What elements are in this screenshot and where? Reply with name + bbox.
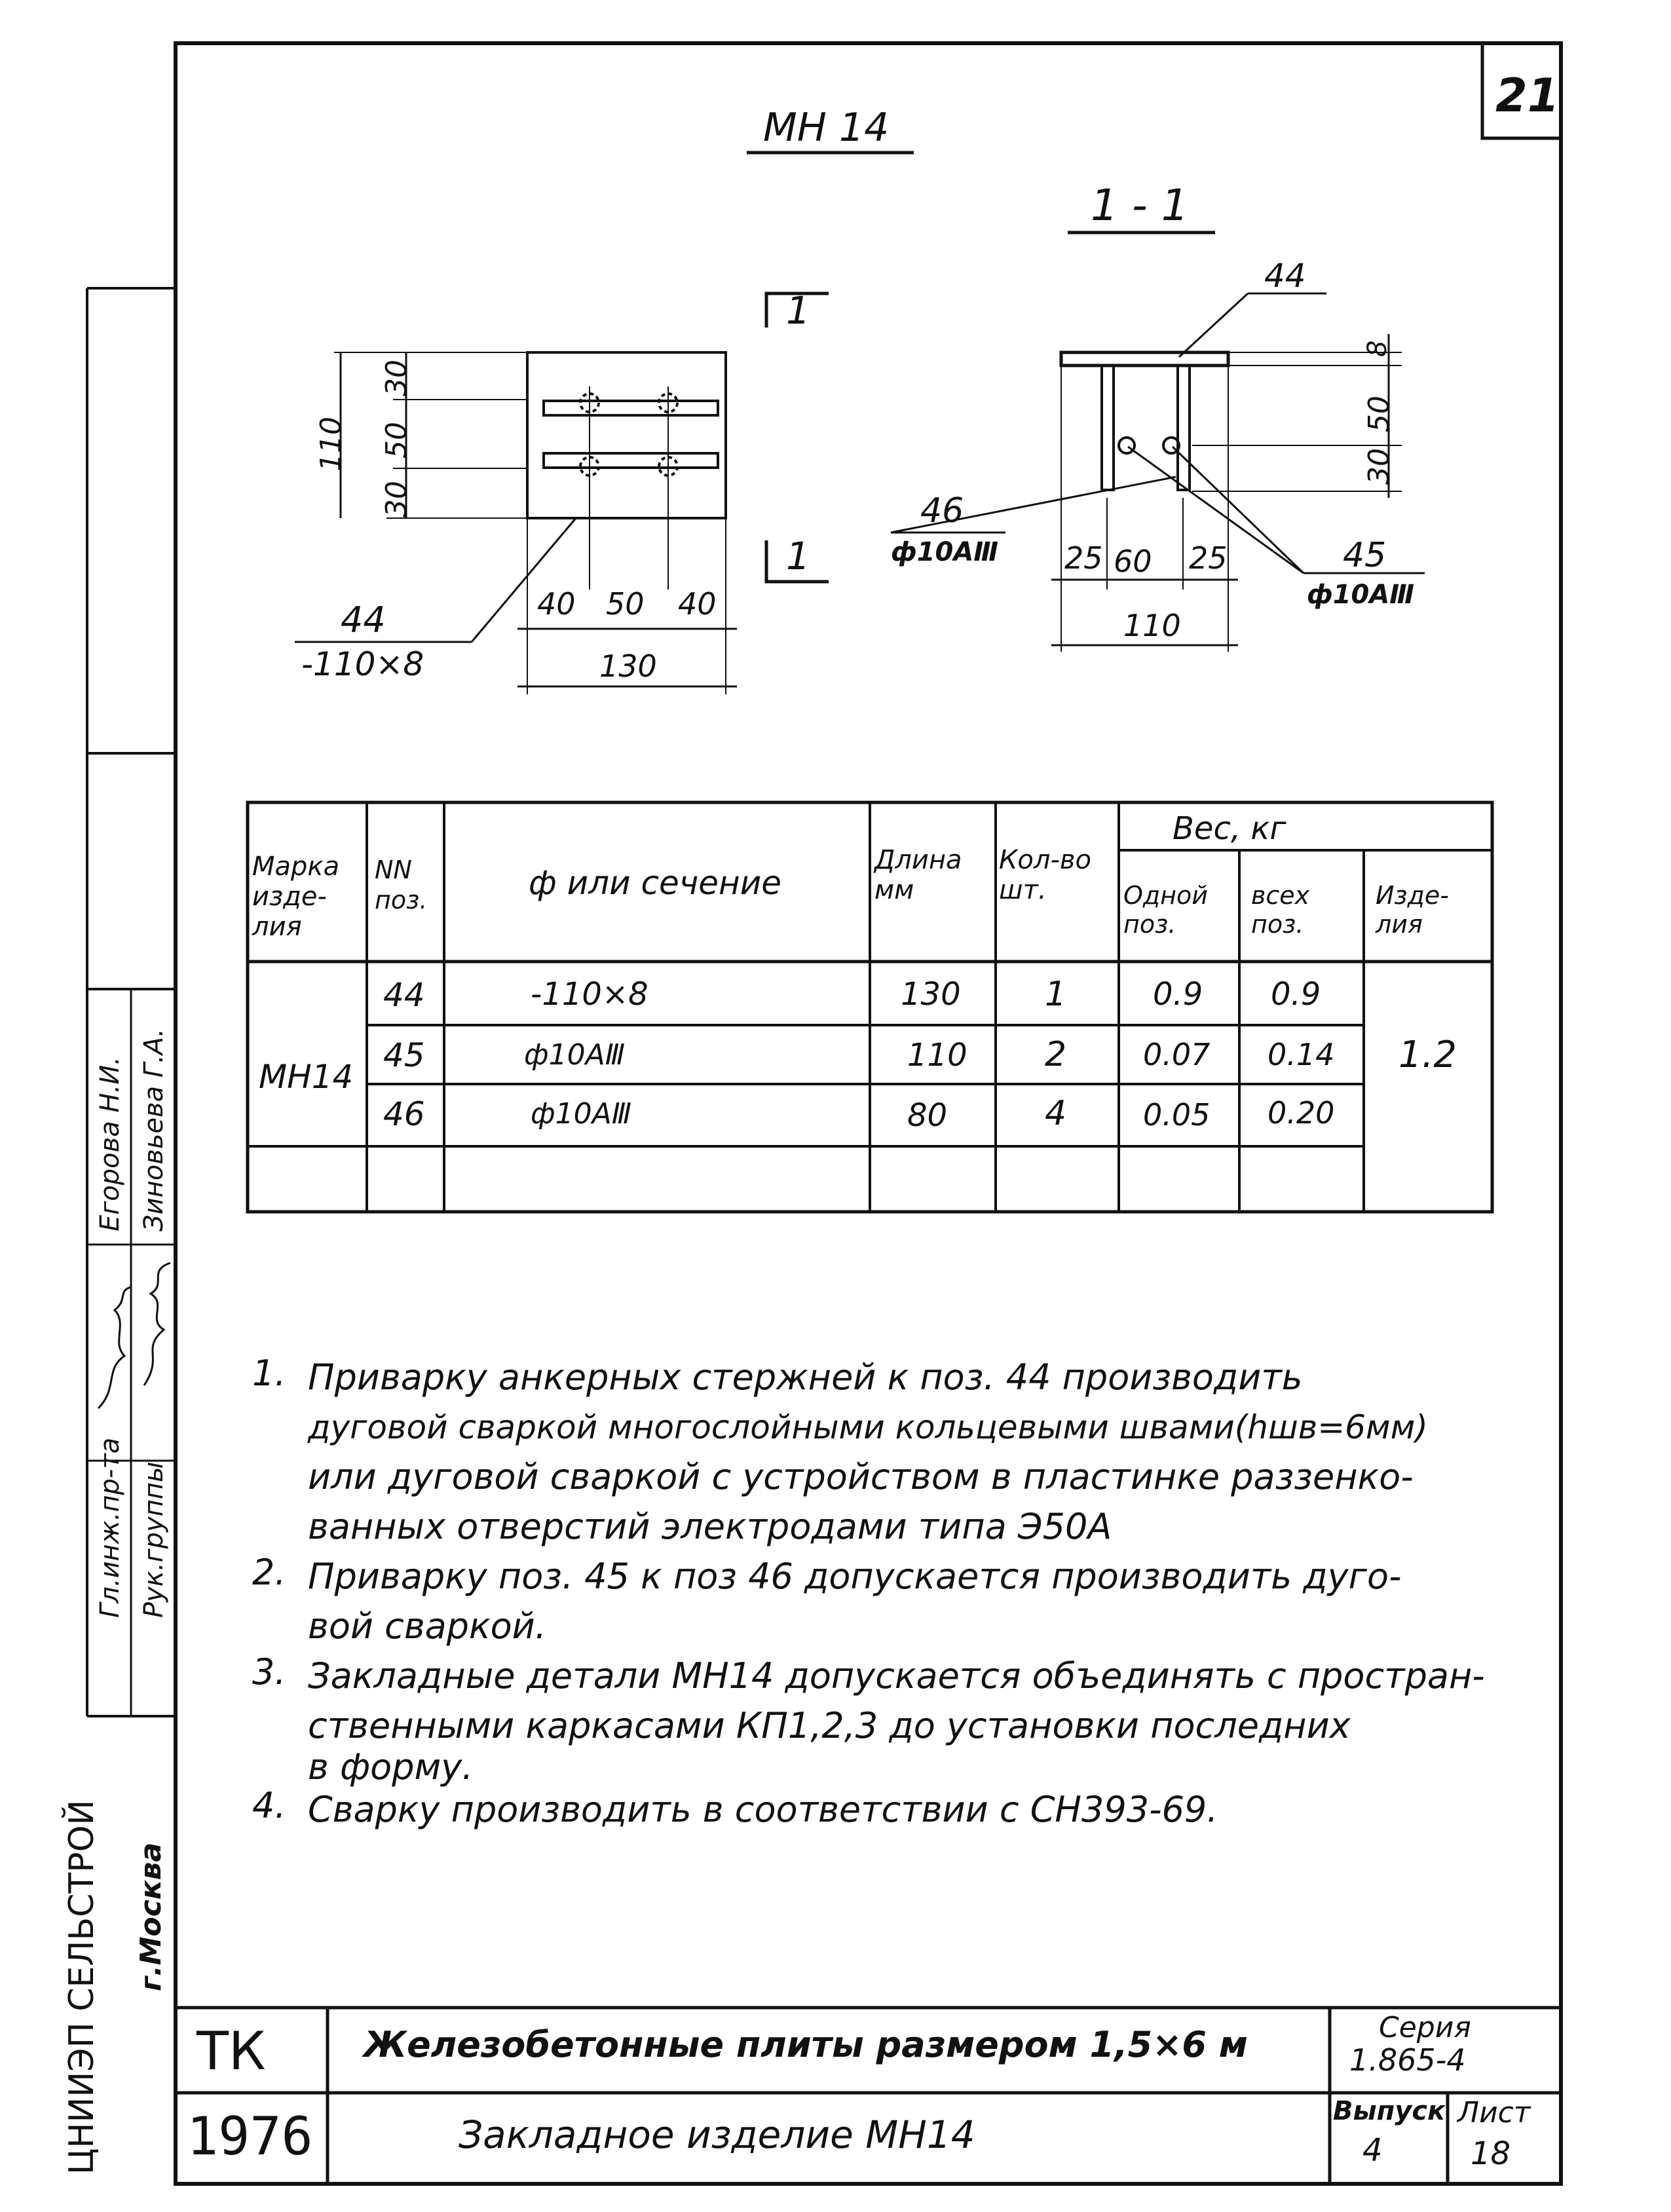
note-1-line-4: ванных отверстий электродами типа Э50А <box>308 1506 1112 1547</box>
bar-upper <box>544 401 718 415</box>
cut-mark-top: 1 <box>786 288 810 333</box>
r3-pos: 46 <box>383 1095 425 1133</box>
note-2-line-2: вой сваркой. <box>308 1605 546 1647</box>
anchor-bar-left <box>1102 366 1114 490</box>
signature-1 <box>92 1284 138 1415</box>
r2-length: 110 <box>907 1037 967 1074</box>
th-pos: NN поз. <box>375 855 428 914</box>
plan-dim-50: 50 <box>380 422 413 459</box>
th-weight: Вес, кг <box>1173 810 1286 847</box>
cell-mark: МН14 <box>259 1058 354 1096</box>
stamp-name-1: Егорова Н.И. <box>95 1057 125 1231</box>
plan-dim-130: 130 <box>599 648 657 684</box>
plan-dim-40-left: 40 <box>537 586 576 622</box>
tb-sheet-value: 18 <box>1471 2135 1511 2172</box>
r2-section: ф10АⅢ <box>524 1038 626 1072</box>
signature-2 <box>134 1258 180 1389</box>
section-dim-60: 60 <box>1114 544 1152 579</box>
plan-dim-110: 110 <box>314 417 348 472</box>
r1-pos: 44 <box>383 976 425 1014</box>
th-w-all: всех поз. <box>1251 881 1310 939</box>
th-qty: Кол-во шт. <box>999 845 1091 905</box>
note-1-line-3: или дуговой сваркой с устройством в пластинке раззенко- <box>308 1456 1414 1497</box>
section-label: 1 - 1 <box>1091 180 1189 231</box>
section-pos-44: 44 <box>1264 257 1306 295</box>
note-1-number: 1. <box>252 1353 286 1394</box>
anchor-bar-right <box>1178 366 1190 490</box>
note-4-line-1: Сварку производить в соответствии с СН393-69. <box>308 1789 1218 1830</box>
th-section: ф или сечение <box>529 864 781 902</box>
note-3-number: 3. <box>252 1651 286 1693</box>
stamp-role-2: Рук.группы <box>139 1461 169 1618</box>
stamp-city: г.Москва <box>134 1842 168 1991</box>
cut-mark-bottom: 1 <box>786 534 810 578</box>
section-dim-25-right: 25 <box>1189 540 1228 576</box>
r3-w-one: 0.05 <box>1143 1097 1211 1133</box>
tb-title-2: Закладное изделие МН14 <box>459 2112 975 2157</box>
tb-org: ТК <box>197 2021 266 2082</box>
stamp-name-2: Зиновьева Г.А. <box>139 1028 169 1231</box>
callout-46-steel: ф10АⅢ <box>891 537 999 567</box>
r2-qty: 2 <box>1045 1035 1067 1074</box>
tb-sheet-label: Лист <box>1457 2096 1531 2129</box>
plate-outline <box>527 352 726 518</box>
tb-issue-value: 4 <box>1362 2132 1383 2169</box>
section-dim-50: 50 <box>1362 396 1396 432</box>
stamp-org: ЦНИИЭП СЕЛЬСТРОЙ <box>62 1799 102 2175</box>
r3-length: 80 <box>907 1097 948 1134</box>
bar-lower <box>544 453 718 468</box>
note-3-line-3: в форму. <box>308 1746 474 1788</box>
tb-year: 1976 <box>187 2106 313 2167</box>
r2-w-all: 0.14 <box>1267 1037 1335 1072</box>
stamp-role-1: Гл.инж.пр-та <box>95 1437 125 1618</box>
r1-qty: 1 <box>1045 975 1067 1014</box>
plan-callout-pos: 44 <box>341 599 386 641</box>
note-1-line-1: Приварку анкерных стержней к поз. 44 производить <box>308 1357 1303 1398</box>
section-plate <box>1061 352 1228 366</box>
section-dim-25-left: 25 <box>1064 540 1103 576</box>
note-2-line-1: Приварку поз. 45 к поз 46 допускается производить дуго- <box>308 1556 1402 1597</box>
tb-series-value: 1.865-4 <box>1349 2042 1466 2078</box>
callout-46: 46 <box>920 491 964 531</box>
section-dim-8: 8 <box>1362 340 1393 357</box>
tb-issue-label: Выпуск <box>1333 2096 1446 2126</box>
r3-section: ф10АⅢ <box>531 1097 632 1131</box>
callout-45-steel: ф10АⅢ <box>1307 580 1415 610</box>
tb-title-1: Железобетонные плиты размером 1,5×6 м <box>364 2024 1248 2065</box>
r2-pos: 45 <box>383 1036 425 1074</box>
th-mark: Марка изде-лия <box>252 852 340 942</box>
plan-dim-30-bottom: 30 <box>380 481 413 517</box>
sheet-number: 21 <box>1495 69 1560 122</box>
th-w-item: Изде-лия <box>1376 881 1449 939</box>
plan-dim-30-top: 30 <box>380 360 413 396</box>
plan-dim-50-mid: 50 <box>606 586 645 622</box>
r1-section: -110×8 <box>531 976 648 1013</box>
page-title: МН 14 <box>763 105 890 151</box>
r1-w-one: 0.9 <box>1153 976 1203 1013</box>
note-3-line-1: Закладные детали МН14 допускается объединять с простран- <box>308 1655 1485 1696</box>
th-w-one: Одной поз. <box>1123 881 1208 939</box>
callout-45: 45 <box>1343 536 1387 575</box>
section-dim-30: 30 <box>1362 448 1396 485</box>
plan-dim-40-right: 40 <box>678 586 717 622</box>
note-1-line-2: дуговой сваркой многослойными кольцевыми швами(hшв=6мм) <box>308 1408 1428 1446</box>
r3-qty: 4 <box>1045 1094 1067 1133</box>
r3-w-all: 0.20 <box>1267 1095 1335 1131</box>
r2-w-one: 0.07 <box>1143 1037 1211 1072</box>
r1-length: 130 <box>901 976 961 1013</box>
note-2-number: 2. <box>252 1552 286 1593</box>
r1-w-all: 0.9 <box>1271 976 1321 1013</box>
cell-item-weight: 1.2 <box>1399 1034 1457 1076</box>
note-4-number: 4. <box>252 1785 286 1826</box>
plan-callout-section: -110×8 <box>301 645 424 683</box>
tb-series-label: Серия <box>1379 2011 1471 2044</box>
section-dim-110: 110 <box>1123 608 1181 643</box>
th-length: Длина мм <box>874 845 962 905</box>
note-3-line-2: ственными каркасами КП1,2,3 до установки последних <box>308 1705 1351 1746</box>
